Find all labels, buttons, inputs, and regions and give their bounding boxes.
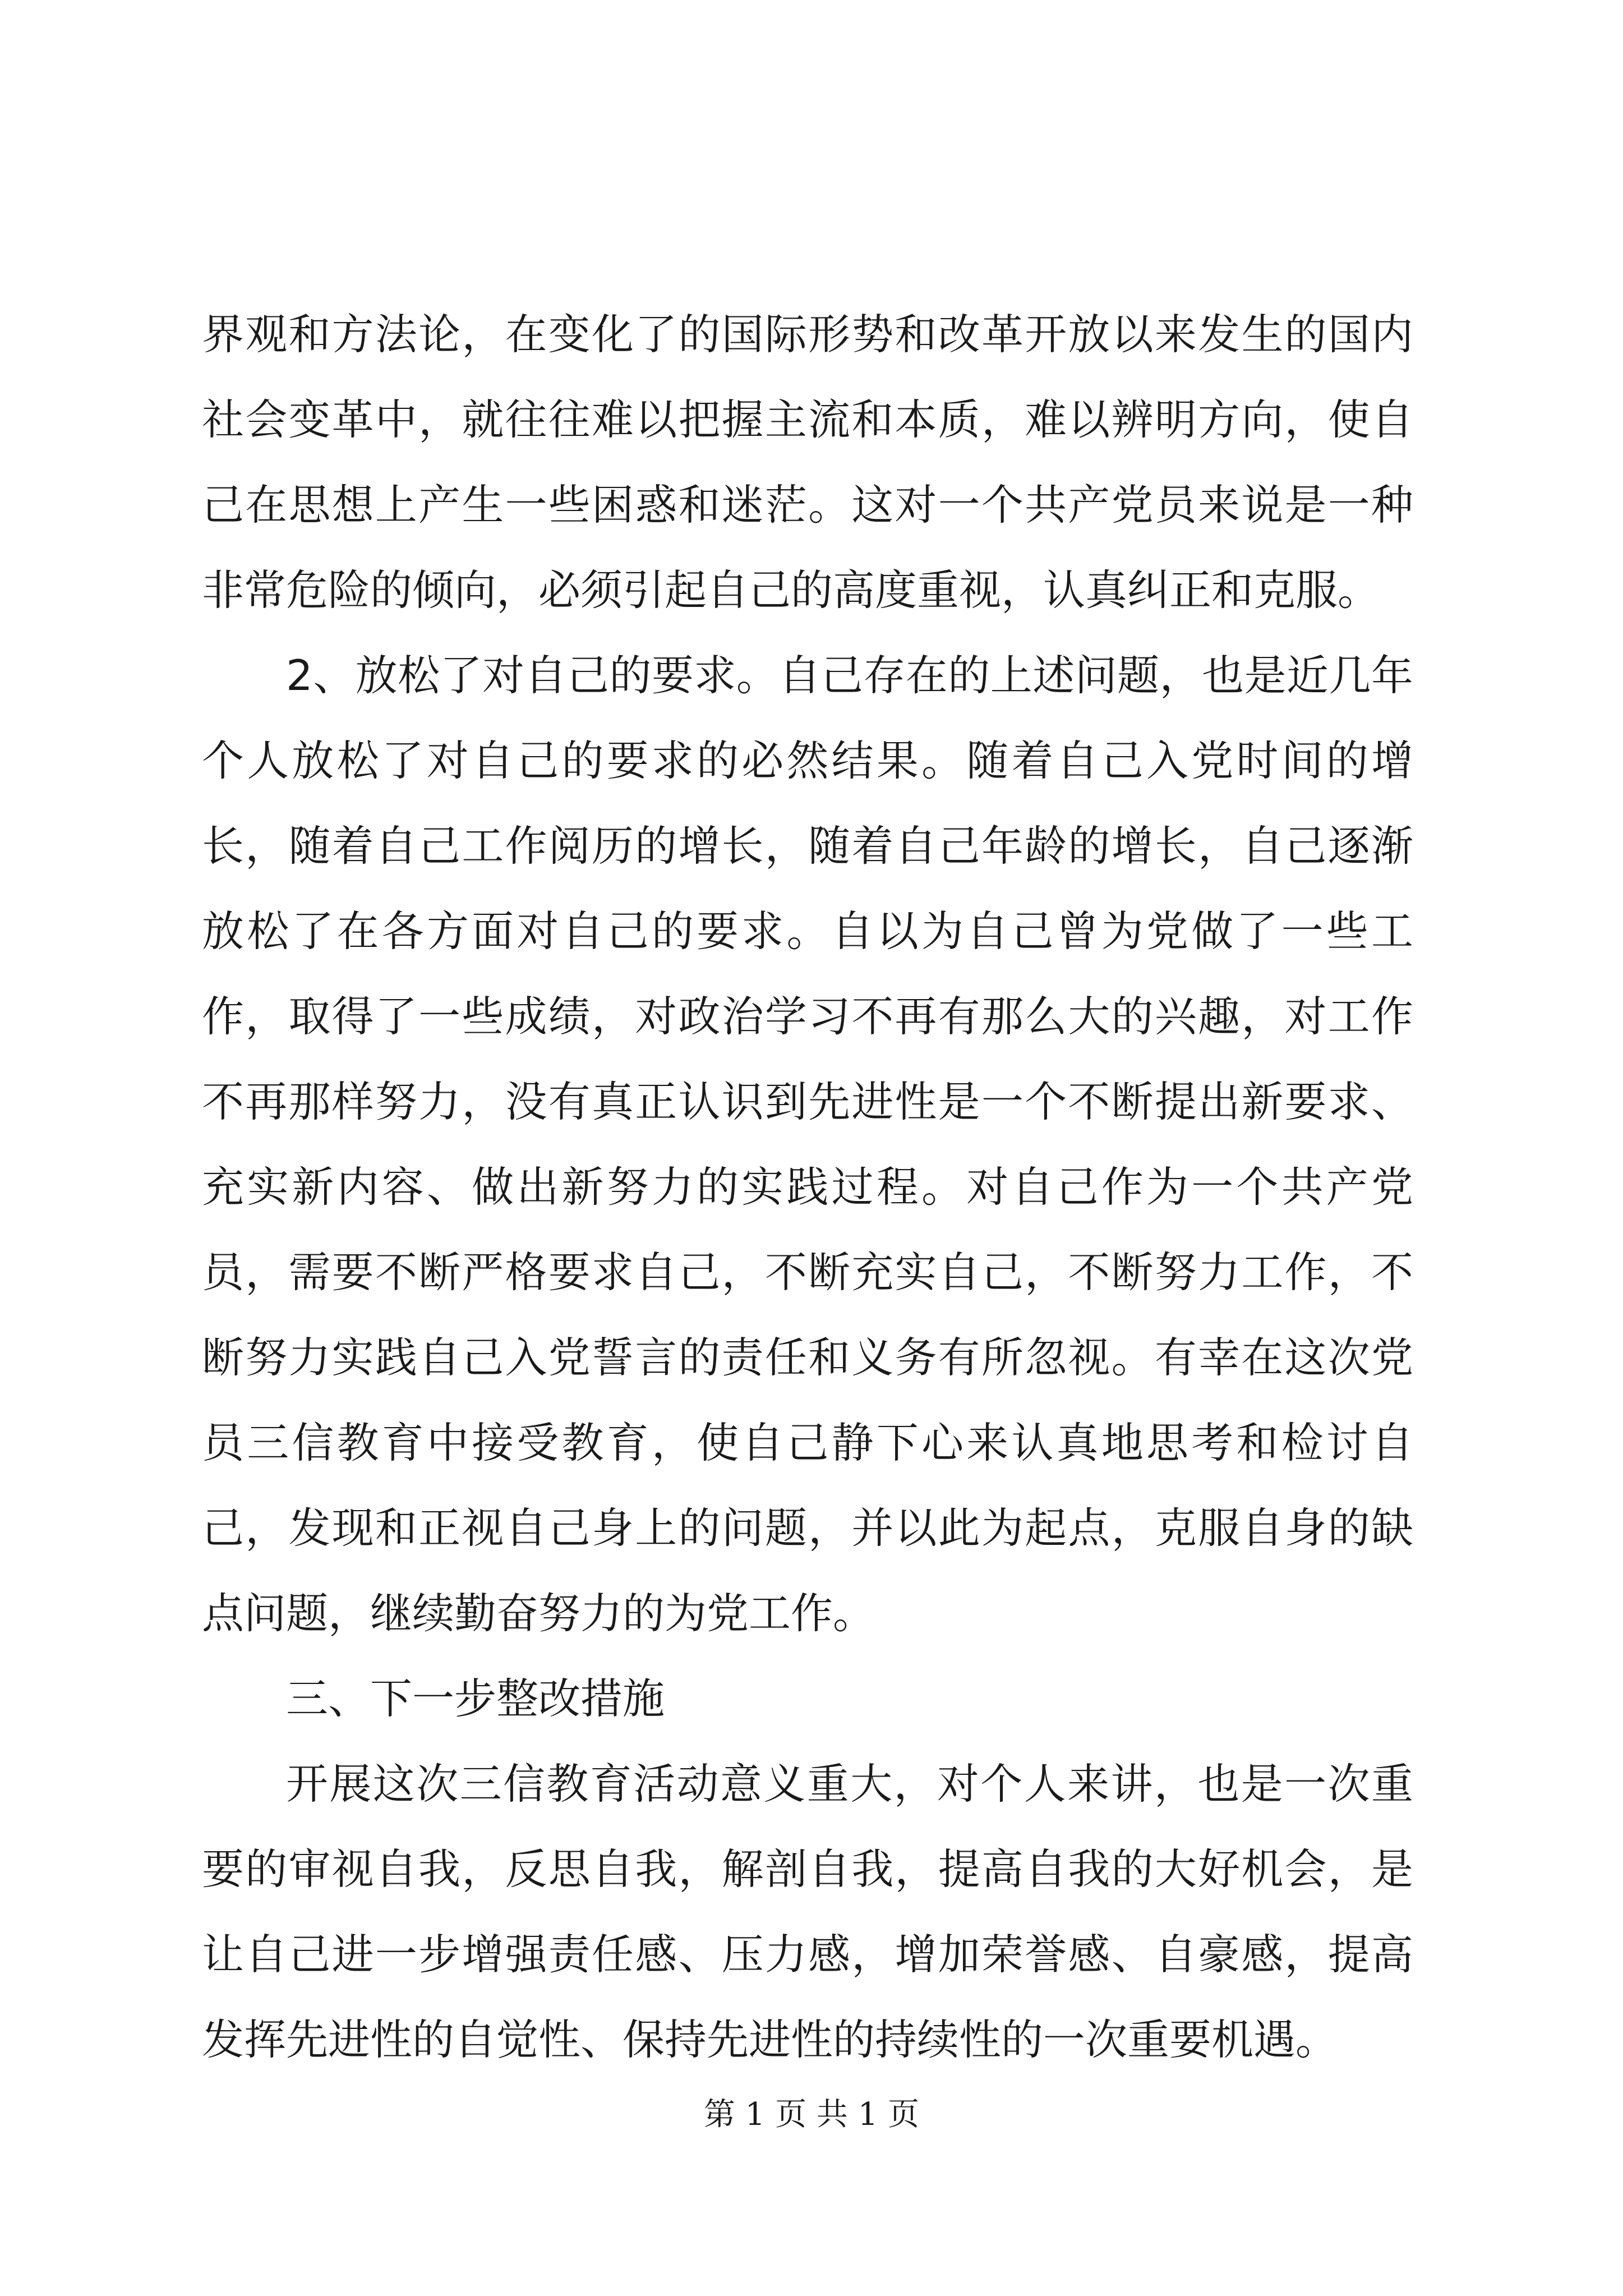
paragraph-education-significance: 开展这次三信教育活动意义重大，对个人来讲，也是一次重要的审视自我，反思自我，解剖自我，提高自我的大好机会，是让自己进一步增强责任感、压力感，增加荣誉感、自豪感，提高发挥先进性的自觉性、保持先进性的持续性的一次重要机遇。 [202,1759,1413,2064]
page-footer: 第 1 页 共 1 页 [703,2096,920,2133]
paragraph-continuation: 界观和方法论，在变化了的国际形势和改革开放以来发生的国内社会变革中，就往往难以把握主流和本质，难以辨明方向，使自己在思想上产生一些困惑和迷茫。这对一个共产党员来说是一种非常危险的倾向，必须引起自己的高度重视，认真纠正和克服。 [202,310,1413,615]
paragraph-relaxed-requirements: 2、放松了对自己的要求。自己存在的上述问题，也是近几年个人放松了对自己的要求的必然结果。随着自己入党时间的增长，随着自己工作阅历的增长，随着自己年龄的增长，自己逐渐放松了在各方面对自己的要求。自以为自己曾为党做了一些工作，取得了一些成绩，对政治学习不再有那么大的兴趣，对工作不再那样努力，没有真正认识到先进性是一个不断提出新要求、充实新内容、做出新努力的实践过程。对自己作为一个共产党员，需要不断严格要求自己，不断充实自己，不断努力工作，不断努力实践自己入党誓言的责任和义务有所忽视。有幸在这次党员三信教育中接受教育，使自己静下心来认真地思考和检讨自己，发现和正视自己身上的问题，并以此为起点，克服自身的缺点问题，继续勤奋努力的为党工作。 [202,651,1413,1638]
section-heading-next-steps: 三、下一步整改措施 [286,1674,665,1723]
document-body [202,292,1413,2082]
